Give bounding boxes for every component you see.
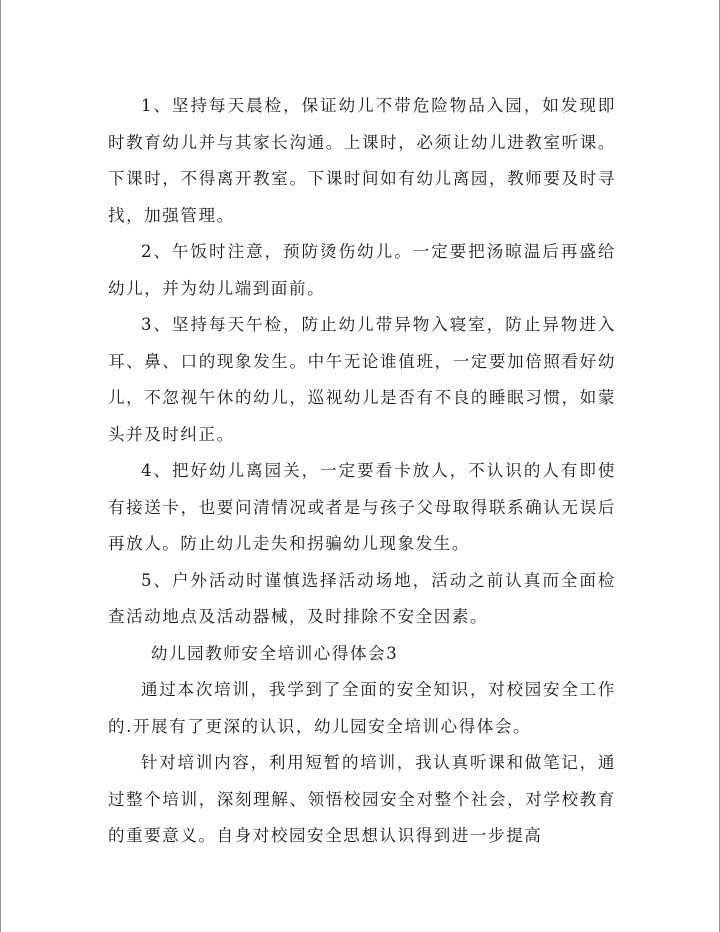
document-body: [108, 88, 616, 855]
section-paragraph-1: 通过本次培训，我学到了全面的安全知识，对校园安全工作的.开展有了更深的认识，幼儿园安全培训心得体会。: [108, 680, 616, 736]
paragraph-1: 1、坚持每天晨检，保证幼儿不带危险物品入园，如发现即时教育幼儿并与其家长沟通。上课时，必须让幼儿进教室听课。下课时，不得离开教室。下课时间如有幼儿离园，教师要及时寻找，加强管理。: [108, 96, 616, 225]
paragraph-3: 3、坚持每天午检，防止幼儿带异物入寝室，防止异物进入耳、鼻、口的现象发生。中午无论谁值班，一定要加倍照看好幼儿，不忽视午休的幼儿，巡视幼儿是否有不良的睡眠习惯，如蒙头并及时纠正。: [108, 315, 616, 444]
paragraph-5: 5、户外活动时谨慎选择活动场地，活动之前认真而全面检查活动地点及活动器械，及时排除不安全因素。: [108, 570, 616, 626]
paragraph-2: 2、午饭时注意，预防烫伤幼儿。一定要把汤晾温后再盛给幼儿，并为幼儿端到面前。: [108, 242, 616, 298]
paragraph-4: 4、把好幼儿离园关，一定要看卡放人，不认识的人有即使有接送卡，也要问清情况或者是与孩子父母取得联系确认无误后再放人。防止幼儿走失和拐骗幼儿现象发生。: [108, 461, 616, 553]
section-title: 幼儿园教师安全培训心得体会3: [150, 643, 399, 663]
section-paragraph-2: 针对培训内容，利用短暂的培训，我认真听课和做笔记，通过整个培训，深刻理解、领悟校园安全对整个社会，对学校教育的重要意义。自身对校园安全思想认识得到进一步提高: [108, 753, 616, 845]
